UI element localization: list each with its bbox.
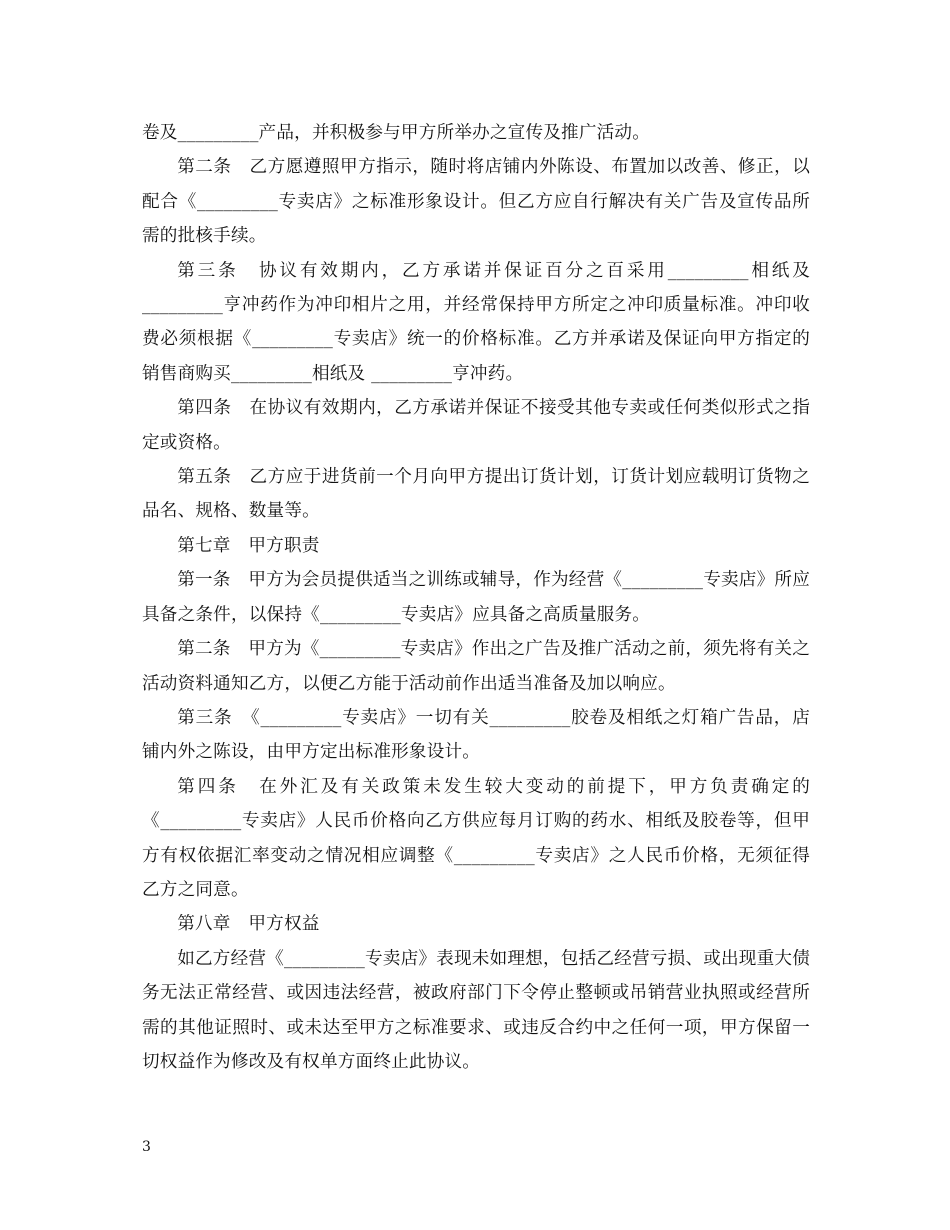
chapter-heading-7: 第七章 甲方职责 (177, 535, 320, 556)
paragraph-article-4: 第四条 在协议有效期内，乙方承诺并保证不接受其他专卖或任何类似形式之指定或资格。 (142, 398, 810, 453)
document-body (142, 116, 810, 1079)
paragraph-continuation: 卷及_________产品，并积极参与甲方所举办之宣传及推广活动。 (142, 123, 651, 143)
page-number: 3 (142, 1139, 151, 1155)
paragraph-article-3: 第三条 协议有效期内，乙方承诺并保证百分之百采用_________相纸及_________亨冲药作为冲印相片之用，并经常保持甲方所定之冲印质量标准。冲印收费必须根据《_________专卖店》统一的价格标准。乙方并承诺及保证向甲方指定的销售商购买_________相纸及 _________亨冲药。 (142, 260, 810, 384)
paragraph-article-2: 第二条 乙方愿遵照甲方指示，随时将店铺内外陈设、布置加以改善、修正，以配合《_________专卖店》之标准形象设计。但乙方应自行解决有关广告及宣传品所需的批核手续。 (142, 157, 810, 247)
paragraph-chapter7-article-4: 第四条 在外汇及有关政策未发生较大变动的前提下，甲方负责确定的《_________专卖店》人民币价格向乙方供应每月订购的药水、相纸及胶卷等，但甲方有权依据汇率变动之情况相应调整《_________专卖店》之人民币价格，无须征得乙方之同意。 (142, 776, 810, 900)
paragraph-chapter7-article-3: 第三条 《_________专卖店》一切有关_________胶卷及相纸之灯箱广告品，店铺内外之陈设，由甲方定出标准形象设计。 (142, 707, 810, 763)
chapter-heading-8: 第八章 甲方权益 (177, 914, 320, 935)
paragraph-chapter7-article-1: 第一条 甲方为会员提供适当之训练或辅导，作为经营《_________专卖店》所应具备之条件，以保持《_________专卖店》应具备之高质量服务。 (142, 570, 810, 625)
paragraph-chapter8-rights: 如乙方经营《_________专卖店》表现未如理想，包括乙经营亏损、或出现重大债务无法正常经营、或因违法经营，被政府部门下令停止整顿或吊销营业执照或经营所需的其他证照时、或未达至甲方之标准要求、或违反合约中之任何一项，甲方保留一切权益作为修改及有权单方面终止此协议。 (142, 948, 810, 1072)
paragraph-chapter7-article-2: 第二条 甲方为《_________专卖店》作出之广告及推广活动之前，须先将有关之活动资料通知乙方，以便乙方能于活动前作出适当准备及加以响应。 (142, 639, 810, 694)
paragraph-article-5: 第五条 乙方应于进货前一个月向甲方提出订货计划，订货计划应载明订货物之品名、规格、数量等。 (142, 467, 810, 522)
